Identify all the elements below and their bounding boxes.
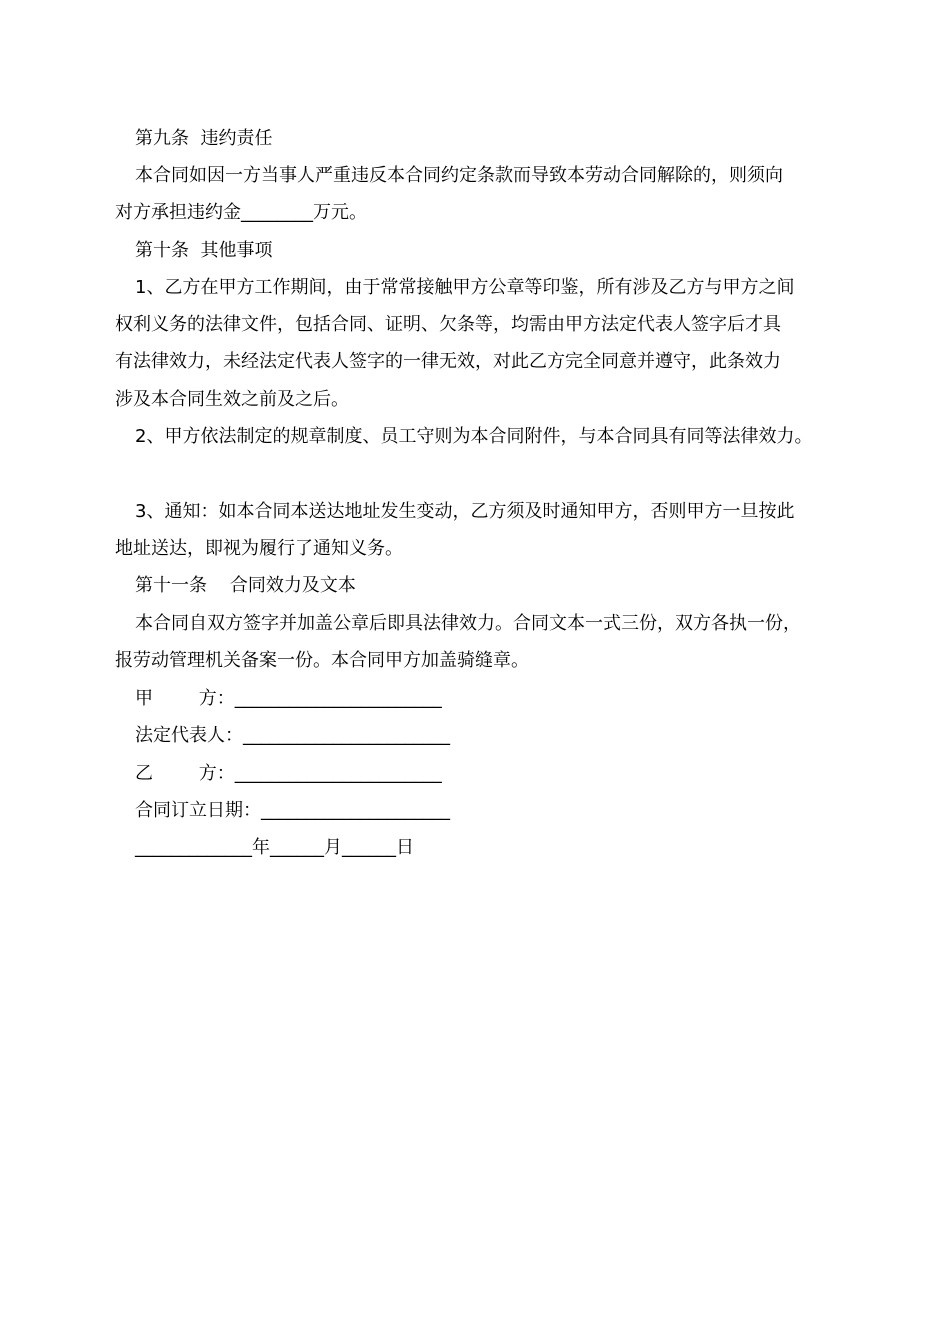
article11-heading: 第十一条 合同效力及文本 [135,575,356,596]
signature-date-line: _____________年______月______日 [135,837,414,858]
article10-item3-line1: 3、通知：如本合同本送达地址发生变动，乙方须及时通知甲方，否则甲方一旦按此 [135,501,795,522]
article10-item1-line4: 涉及本合同生效之前及之后。 [115,389,349,410]
signature-legal-representative: 法定代表人：_______________________ [135,725,450,746]
article9-paragraph-line2: 对方承担违约金________万元。 [115,202,367,223]
signature-party-a: 甲 方：_______________________ [135,688,442,709]
article10-heading: 第十条 其他事项 [135,240,273,261]
article10-item2: 2、甲方依法制定的规章制度、员工守则为本合同附件，与本合同具有同等法律效力。 [135,426,813,447]
signature-party-b: 乙 方：_______________________ [135,763,442,784]
article10-item3-line2: 地址送达，即视为履行了通知义务。 [115,538,403,559]
article11-paragraph-line1: 本合同自双方签字并加盖公章后即具法律效力。合同文本一式三份，双方各执一份， [135,613,801,634]
article10-item1-line1: 1、乙方在甲方工作期间，由于常常接触甲方公章等印鉴，所有涉及乙方与甲方之间 [135,277,795,298]
article10-item1-line3: 有法律效力，未经法定代表人签字的一律无效，对此乙方完全同意并遵守，此条效力 [115,351,781,372]
article9-paragraph-line1: 本合同如因一方当事人严重违反本合同约定条款而导致本劳动合同解除的，则须向 [135,165,783,186]
article10-item1-line2: 权利义务的法律文件，包括合同、证明、欠条等，均需由甲方法定代表人签字后才具 [115,314,781,335]
article9-heading: 第九条 违约责任 [135,128,273,149]
article11-paragraph-line2: 报劳动管理机关备案一份。本合同甲方加盖骑缝章。 [115,650,529,671]
signature-contract-date-label: 合同订立日期：_____________________ [135,800,450,821]
